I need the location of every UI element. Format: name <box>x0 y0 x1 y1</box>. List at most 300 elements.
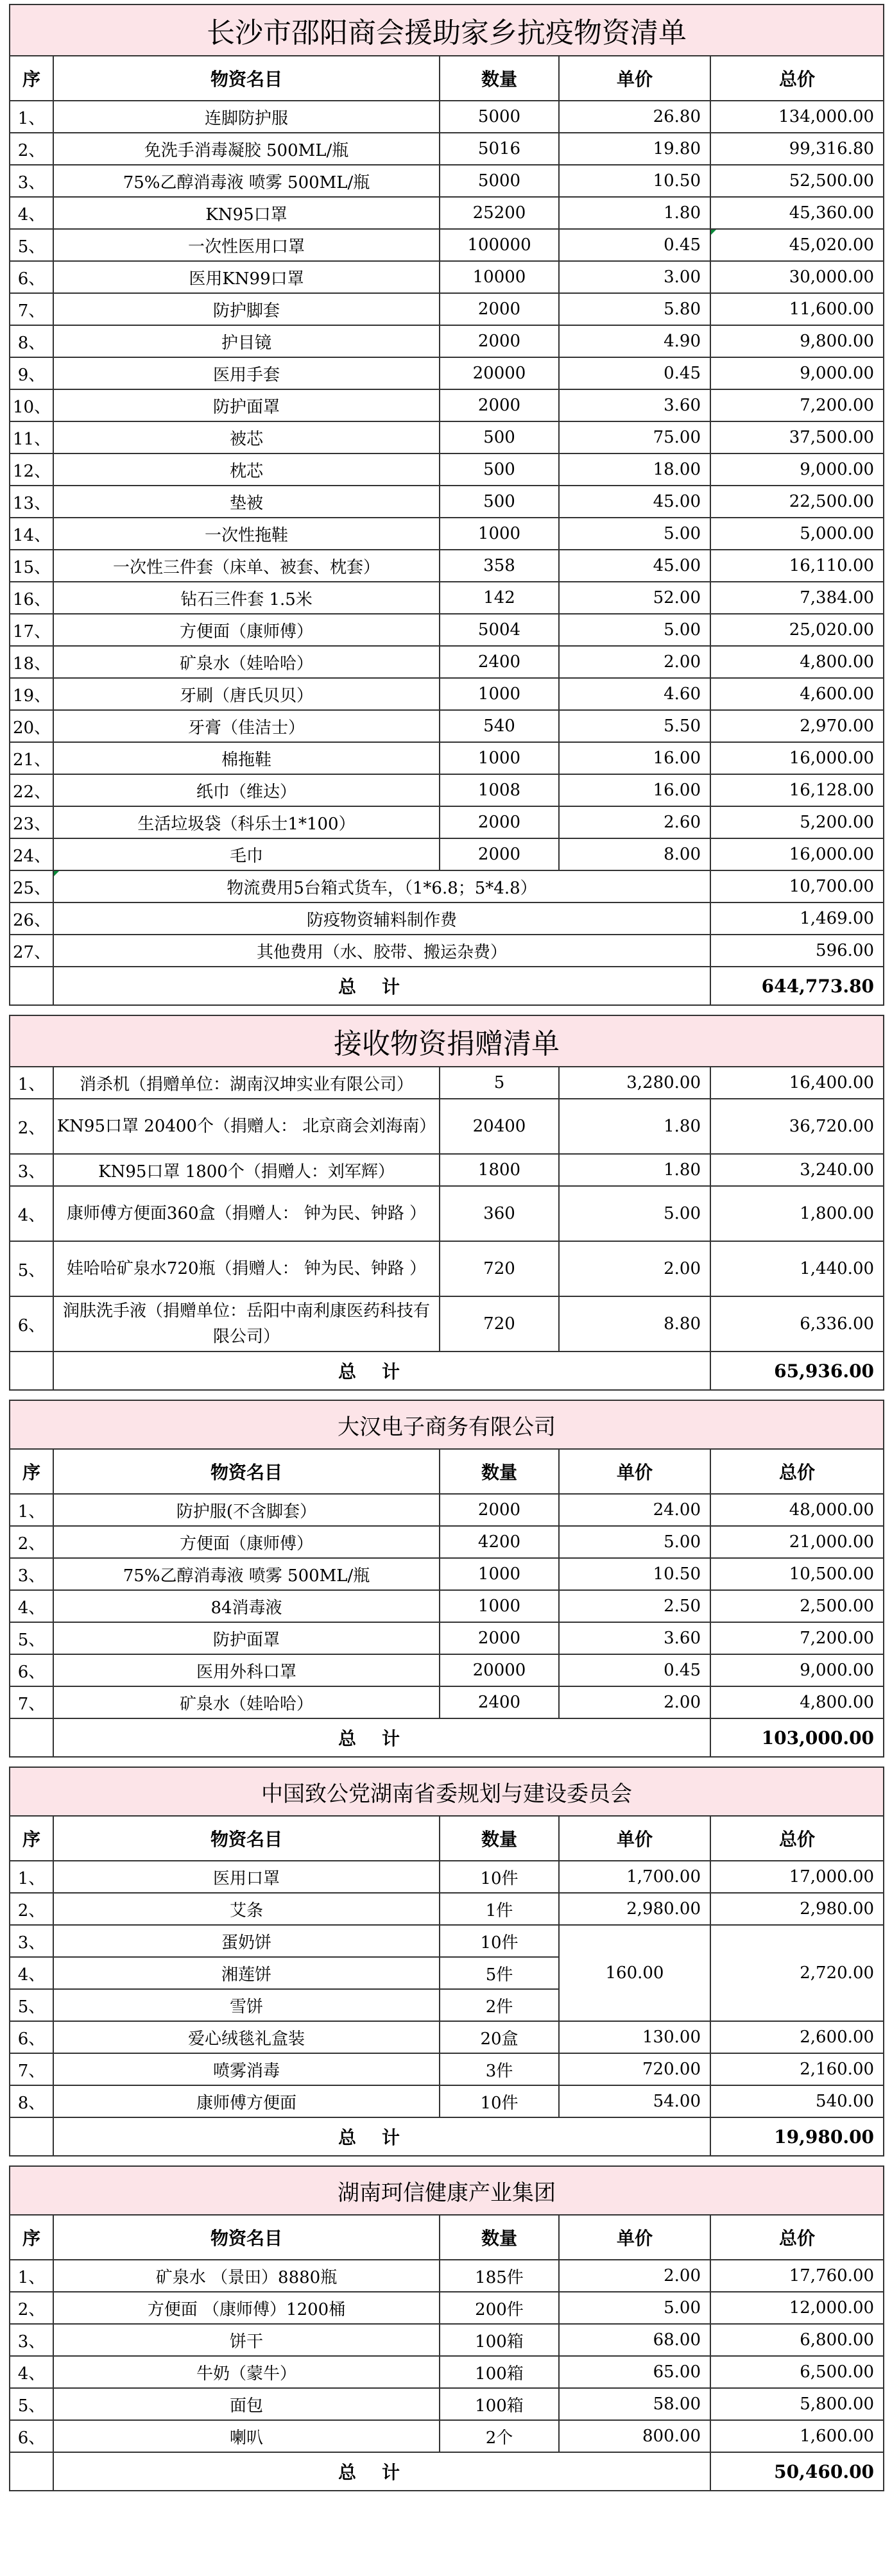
table-row <box>10 1622 884 1654</box>
row-quantity: 2000 <box>440 1622 559 1654</box>
row-total: 16,400.00 <box>710 1067 884 1099</box>
table-row <box>10 421 884 453</box>
section-spacer <box>10 1390 884 1400</box>
row-item: 喇叭 <box>53 2420 440 2452</box>
row-unit-price: 65.00 <box>559 2356 710 2388</box>
table-row <box>10 133 884 165</box>
row-unit-price: 3.00 <box>559 261 710 293</box>
row-total: 2,500.00 <box>710 1590 884 1622</box>
table-header <box>10 1449 884 1494</box>
row-total: 5,200.00 <box>710 806 884 838</box>
row-item: 防护面罩 <box>53 389 440 421</box>
row-index: 20、 <box>10 710 53 742</box>
table-row <box>10 614 884 646</box>
row-quantity: 5 <box>440 1067 559 1099</box>
total-row <box>10 2452 884 2491</box>
row-total: 6,500.00 <box>710 2356 884 2388</box>
row-total: 21,000.00 <box>710 1526 884 1558</box>
section-spacer <box>10 1005 884 1015</box>
table-row <box>10 1686 884 1718</box>
row-index: 4、 <box>10 2356 53 2388</box>
row-total: 37,500.00 <box>710 421 884 453</box>
row-item: 84消毒液 <box>53 1590 440 1622</box>
row-unit-price: 5.00 <box>559 1186 710 1241</box>
header-index: 序 <box>10 1449 53 1494</box>
table-row <box>10 1590 884 1622</box>
row-item: 方便面 （康师傅）1200桶 <box>53 2292 440 2324</box>
row-item: 雪饼 <box>53 1989 440 2021</box>
row-index: 24、 <box>10 838 53 870</box>
table-row <box>10 646 884 678</box>
row-quantity: 5000 <box>440 101 559 133</box>
row-quantity: 1000 <box>440 678 559 710</box>
row-quantity: 20盒 <box>440 2021 559 2053</box>
row-index: 3、 <box>10 165 53 197</box>
row-unit-price: 800.00 <box>559 2420 710 2452</box>
total-value: 103,000.00 <box>710 1718 884 1757</box>
row-index: 12、 <box>10 453 53 486</box>
row-total: 7,200.00 <box>710 389 884 421</box>
row-total: 596.00 <box>710 935 884 967</box>
row-unit-price: 24.00 <box>559 1494 710 1526</box>
row-unit-price: 16.00 <box>559 742 710 774</box>
row-index: 19、 <box>10 678 53 710</box>
row-index: 27、 <box>10 935 53 967</box>
row-unit-price: 45.00 <box>559 550 710 582</box>
row-total: 6,800.00 <box>710 2324 884 2356</box>
row-total: 6,336.00 <box>710 1296 884 1352</box>
row-item: 医用口罩 <box>53 1861 440 1893</box>
row-index: 21、 <box>10 742 53 774</box>
row-quantity: 20000 <box>440 1654 559 1686</box>
row-index: 17、 <box>10 614 53 646</box>
row-item: 方便面（康师傅） <box>53 614 440 646</box>
row-quantity: 720 <box>440 1296 559 1352</box>
row-total: 540.00 <box>710 2085 884 2117</box>
row-total: 52,500.00 <box>710 165 884 197</box>
table-row <box>10 357 884 389</box>
row-unit-price: 68.00 <box>559 2324 710 2356</box>
row-item: 被芯 <box>53 421 440 453</box>
row-unit-price: 720.00 <box>559 2053 710 2085</box>
row-total: 4,600.00 <box>710 678 884 710</box>
row-total: 22,500.00 <box>710 486 884 518</box>
row-unit-price: 2.00 <box>559 2260 710 2292</box>
row-item: 润肤洗手液（捐赠单位：岳阳中南利康医药科技有限公司） <box>53 1296 440 1352</box>
row-index: 4、 <box>10 1957 53 1989</box>
row-total: 10,500.00 <box>710 1558 884 1590</box>
header-item: 物资名目 <box>53 56 440 101</box>
table-row <box>10 1893 884 1925</box>
row-index: 1、 <box>10 1067 53 1099</box>
row-item: 物流费用5台箱式货车，（1*6.8；5*4.8） <box>53 870 710 902</box>
row-unit-price: 54.00 <box>559 2085 710 2117</box>
row-unit-price: 2.00 <box>559 1241 710 1296</box>
row-total: 4,800.00 <box>710 646 884 678</box>
table-row <box>10 1558 884 1590</box>
row-item: 75%乙醇消毒液 喷雾 500ML/瓶 <box>53 1558 440 1590</box>
row-unit-price: 2.60 <box>559 806 710 838</box>
header-unit-price: 单价 <box>559 2215 710 2260</box>
row-unit-price: 5.50 <box>559 710 710 742</box>
total-label: 总计 <box>53 1718 710 1757</box>
total-value: 19,980.00 <box>710 2117 884 2156</box>
header-unit-price: 单价 <box>559 56 710 101</box>
row-quantity: 5件 <box>440 1957 559 1989</box>
row-item: 纸巾（维达） <box>53 774 440 806</box>
row-index: 23、 <box>10 806 53 838</box>
row-item: 矿泉水（娃哈哈） <box>53 1686 440 1718</box>
table-row <box>10 550 884 582</box>
row-quantity: 20400 <box>440 1099 559 1154</box>
row-item: 医用KN99口罩 <box>53 261 440 293</box>
table-row <box>10 1241 884 1296</box>
row-total: 16,000.00 <box>710 838 884 870</box>
row-index: 5、 <box>10 1989 53 2021</box>
table-row <box>10 486 884 518</box>
table-row <box>10 2053 884 2085</box>
total-value: 644,773.80 <box>710 967 884 1005</box>
table-row-merged <box>10 870 884 902</box>
table-row <box>10 2292 884 2324</box>
row-total: 134,000.00 <box>710 101 884 133</box>
row-quantity: 3件 <box>440 2053 559 2085</box>
row-total: 2,970.00 <box>710 710 884 742</box>
spacer-cell <box>10 1005 884 1015</box>
row-total: 10,700.00 <box>710 870 884 902</box>
table-row <box>10 2260 884 2292</box>
row-item: 蛋奶饼 <box>53 1925 440 1957</box>
row-index: 2、 <box>10 2292 53 2324</box>
table-row <box>10 2085 884 2117</box>
header-index: 序 <box>10 1816 53 1861</box>
row-index: 26、 <box>10 902 53 935</box>
row-index: 2、 <box>10 1526 53 1558</box>
row-index: 2、 <box>10 133 53 165</box>
row-unit-price: 3.60 <box>559 1622 710 1654</box>
row-quantity: 10件 <box>440 1861 559 1893</box>
total-row <box>10 967 884 1005</box>
table-row <box>10 2420 884 2452</box>
row-unit-price: 1.80 <box>559 197 710 229</box>
total-row <box>10 1718 884 1757</box>
table-row <box>10 1925 884 1957</box>
row-total: 17,760.00 <box>710 2260 884 2292</box>
row-total: 3,240.00 <box>710 1154 884 1186</box>
row-index: 3、 <box>10 1558 53 1590</box>
row-quantity: 1000 <box>440 1590 559 1622</box>
row-quantity: 1000 <box>440 1558 559 1590</box>
total-blank <box>10 967 53 1005</box>
row-quantity: 500 <box>440 486 559 518</box>
row-quantity: 100000 <box>440 229 559 261</box>
row-quantity: 2000 <box>440 389 559 421</box>
row-unit-price: 5.00 <box>559 518 710 550</box>
row-item: 爱心绒毯礼盒装 <box>53 2021 440 2053</box>
row-unit-price: 4.90 <box>559 325 710 357</box>
row-quantity: 5016 <box>440 133 559 165</box>
table-row <box>10 2021 884 2053</box>
row-quantity: 2400 <box>440 1686 559 1718</box>
section-spacer <box>10 1757 884 1767</box>
row-index: 4、 <box>10 1186 53 1241</box>
row-total: 16,110.00 <box>710 550 884 582</box>
row-unit-price: 0.45 <box>559 1654 710 1686</box>
table-row <box>10 453 884 486</box>
row-item: 防疫物资辅料制作费 <box>53 902 710 935</box>
row-item: 防护服(不含脚套） <box>53 1494 440 1526</box>
table-row <box>10 710 884 742</box>
row-unit-price: 58.00 <box>559 2388 710 2420</box>
row-quantity: 720 <box>440 1241 559 1296</box>
row-item: 矿泉水（娃哈哈） <box>53 646 440 678</box>
row-item: 牙膏（佳洁士） <box>53 710 440 742</box>
table-row <box>10 2356 884 2388</box>
row-index: 3、 <box>10 1154 53 1186</box>
row-unit-price: 1,700.00 <box>559 1861 710 1893</box>
header-total: 总价 <box>710 56 884 101</box>
row-total: 1,600.00 <box>710 2420 884 2452</box>
row-item: 面包 <box>53 2388 440 2420</box>
row-quantity: 25200 <box>440 197 559 229</box>
row-index: 9、 <box>10 357 53 389</box>
section-title <box>10 1767 884 1816</box>
row-quantity: 100箱 <box>440 2324 559 2356</box>
table-body <box>10 4 884 2491</box>
row-quantity: 1000 <box>440 518 559 550</box>
row-item: 其他费用（水、胶带、搬运杂费） <box>53 935 710 967</box>
row-item: 一次性拖鞋 <box>53 518 440 550</box>
table-row <box>10 1154 884 1186</box>
total-row <box>10 1352 884 1390</box>
row-quantity: 2个 <box>440 2420 559 2452</box>
row-total: 45,020.00 <box>710 229 884 261</box>
row-quantity: 500 <box>440 453 559 486</box>
row-quantity: 5000 <box>440 165 559 197</box>
total-row <box>10 2117 884 2156</box>
row-quantity: 2400 <box>440 646 559 678</box>
row-index: 11、 <box>10 421 53 453</box>
table-row <box>10 229 884 261</box>
row-total: 16,000.00 <box>710 742 884 774</box>
row-total: 1,469.00 <box>710 902 884 935</box>
row-quantity: 4200 <box>440 1526 559 1558</box>
row-index: 6、 <box>10 1654 53 1686</box>
section-title <box>10 2166 884 2215</box>
row-total: 25,020.00 <box>710 614 884 646</box>
total-label: 总计 <box>53 1352 710 1390</box>
row-unit-price: 18.00 <box>559 453 710 486</box>
header-index: 序 <box>10 56 53 101</box>
row-quantity: 2000 <box>440 1494 559 1526</box>
table-row <box>10 1186 884 1241</box>
row-item: 医用手套 <box>53 357 440 389</box>
row-quantity: 1件 <box>440 1893 559 1925</box>
row-index: 6、 <box>10 2021 53 2053</box>
row-quantity: 10000 <box>440 261 559 293</box>
row-item: 医用外科口罩 <box>53 1654 440 1686</box>
header-total: 总价 <box>710 1816 884 1861</box>
table-row <box>10 1526 884 1558</box>
row-total: 9,000.00 <box>710 1654 884 1686</box>
row-item: 康师傅方便面360盒（捐赠人： 钟为民、钟路 ） <box>53 1186 440 1241</box>
row-unit-price: 4.60 <box>559 678 710 710</box>
header-item: 物资名目 <box>53 1449 440 1494</box>
row-total: 36,720.00 <box>710 1099 884 1154</box>
row-total: 99,316.80 <box>710 133 884 165</box>
row-quantity: 100箱 <box>440 2356 559 2388</box>
row-total: 17,000.00 <box>710 1861 884 1893</box>
row-unit-price: 16.00 <box>559 774 710 806</box>
section-title <box>10 1015 884 1067</box>
table-row <box>10 2324 884 2356</box>
row-item: 艾条 <box>53 1893 440 1925</box>
spacer-cell <box>10 1390 884 1400</box>
row-item: 牙刷（唐氏贝贝） <box>53 678 440 710</box>
row-total: 1,800.00 <box>710 1186 884 1241</box>
row-unit-price: 1.80 <box>559 1099 710 1154</box>
table-row <box>10 1861 884 1893</box>
table-row <box>10 325 884 357</box>
row-item: KN95口罩 <box>53 197 440 229</box>
table-row <box>10 261 884 293</box>
row-quantity: 2000 <box>440 325 559 357</box>
row-index: 1、 <box>10 1861 53 1893</box>
table-row <box>10 1654 884 1686</box>
header-item: 物资名目 <box>53 1816 440 1861</box>
row-unit-price: 45.00 <box>559 486 710 518</box>
spacer-cell <box>10 1757 884 1767</box>
table-row <box>10 774 884 806</box>
header-total: 总价 <box>710 2215 884 2260</box>
table-row <box>10 1494 884 1526</box>
row-quantity: 200件 <box>440 2292 559 2324</box>
row-index: 8、 <box>10 2085 53 2117</box>
table-row <box>10 582 884 614</box>
section-title-text: 湖南珂信健康产业集团 <box>10 2166 884 2215</box>
row-quantity: 20000 <box>440 357 559 389</box>
row-unit-price: 2,980.00 <box>559 1893 710 1925</box>
header-quantity: 数量 <box>440 56 559 101</box>
row-total: 1,440.00 <box>710 1241 884 1296</box>
row-unit-price: 2.50 <box>559 1590 710 1622</box>
table-row-merged <box>10 935 884 967</box>
total-value: 65,936.00 <box>710 1352 884 1390</box>
header-quantity: 数量 <box>440 1449 559 1494</box>
row-index: 7、 <box>10 293 53 325</box>
row-item: 枕芯 <box>53 453 440 486</box>
row-unit-price: 1.80 <box>559 1154 710 1186</box>
row-index: 13、 <box>10 486 53 518</box>
row-unit-price: 26.80 <box>559 101 710 133</box>
row-index: 8、 <box>10 325 53 357</box>
row-item: 一次性三件套（床单、被套、枕套） <box>53 550 440 582</box>
row-unit-price: 5.00 <box>559 2292 710 2324</box>
row-total: 2,160.00 <box>710 2053 884 2085</box>
group-unit-price: 160.00 <box>559 1925 710 2021</box>
section-title-text: 中国致公党湖南省委规划与建设委员会 <box>10 1767 884 1816</box>
row-index: 5、 <box>10 2388 53 2420</box>
row-item: 棉拖鞋 <box>53 742 440 774</box>
row-index: 6、 <box>10 261 53 293</box>
row-quantity: 540 <box>440 710 559 742</box>
row-index: 15、 <box>10 550 53 582</box>
table-header <box>10 2215 884 2260</box>
header-unit-price: 单价 <box>559 1816 710 1861</box>
row-unit-price: 52.00 <box>559 582 710 614</box>
row-total: 2,980.00 <box>710 1893 884 1925</box>
row-index: 6、 <box>10 1296 53 1352</box>
row-item: 牛奶（蒙牛） <box>53 2356 440 2388</box>
row-index: 5、 <box>10 1241 53 1296</box>
table-row <box>10 165 884 197</box>
row-index: 22、 <box>10 774 53 806</box>
table-row <box>10 1296 884 1352</box>
row-unit-price: 130.00 <box>559 2021 710 2053</box>
total-value: 50,460.00 <box>710 2452 884 2491</box>
row-unit-price: 3,280.00 <box>559 1067 710 1099</box>
total-label: 总计 <box>53 967 710 1005</box>
row-unit-price: 8.80 <box>559 1296 710 1352</box>
row-total: 12,000.00 <box>710 2292 884 2324</box>
row-item: 生活垃圾袋（科乐士1*100） <box>53 806 440 838</box>
header-unit-price: 单价 <box>559 1449 710 1494</box>
row-total: 2,600.00 <box>710 2021 884 2053</box>
table-row <box>10 838 884 870</box>
row-item: 方便面（康师傅） <box>53 1526 440 1558</box>
section-title <box>10 1400 884 1449</box>
spacer-cell <box>10 2156 884 2166</box>
header-total: 总价 <box>710 1449 884 1494</box>
row-unit-price: 10.50 <box>559 165 710 197</box>
table-row <box>10 197 884 229</box>
row-total: 4,800.00 <box>710 1686 884 1718</box>
row-index: 5、 <box>10 1622 53 1654</box>
row-item: 饼干 <box>53 2324 440 2356</box>
row-unit-price: 0.45 <box>559 229 710 261</box>
row-item: 消杀机（捐赠单位：湖南汉坤实业有限公司） <box>53 1067 440 1099</box>
table-row <box>10 742 884 774</box>
total-label: 总计 <box>53 2452 710 2491</box>
row-item: 垫被 <box>53 486 440 518</box>
table-row <box>10 101 884 133</box>
table-row <box>10 1067 884 1099</box>
row-index: 18、 <box>10 646 53 678</box>
row-index: 3、 <box>10 2324 53 2356</box>
section-title-text: 接收物资捐赠清单 <box>10 1015 884 1067</box>
row-total: 5,800.00 <box>710 2388 884 2420</box>
row-index: 5、 <box>10 229 53 261</box>
row-quantity: 1000 <box>440 742 559 774</box>
total-blank <box>10 1352 53 1390</box>
row-item: 防护脚套 <box>53 293 440 325</box>
row-total: 5,000.00 <box>710 518 884 550</box>
row-item: 护目镜 <box>53 325 440 357</box>
table-header <box>10 56 884 101</box>
row-index: 1、 <box>10 2260 53 2292</box>
row-item: 康师傅方便面 <box>53 2085 440 2117</box>
row-index: 2、 <box>10 1893 53 1925</box>
total-blank <box>10 2117 53 2156</box>
group-total: 2,720.00 <box>710 1925 884 2021</box>
total-label: 总计 <box>53 2117 710 2156</box>
row-quantity: 2000 <box>440 293 559 325</box>
table-row <box>10 806 884 838</box>
row-item: 矿泉水 （景田）8880瓶 <box>53 2260 440 2292</box>
table-header <box>10 1816 884 1861</box>
row-total: 7,200.00 <box>710 1622 884 1654</box>
row-unit-price: 5.80 <box>559 293 710 325</box>
